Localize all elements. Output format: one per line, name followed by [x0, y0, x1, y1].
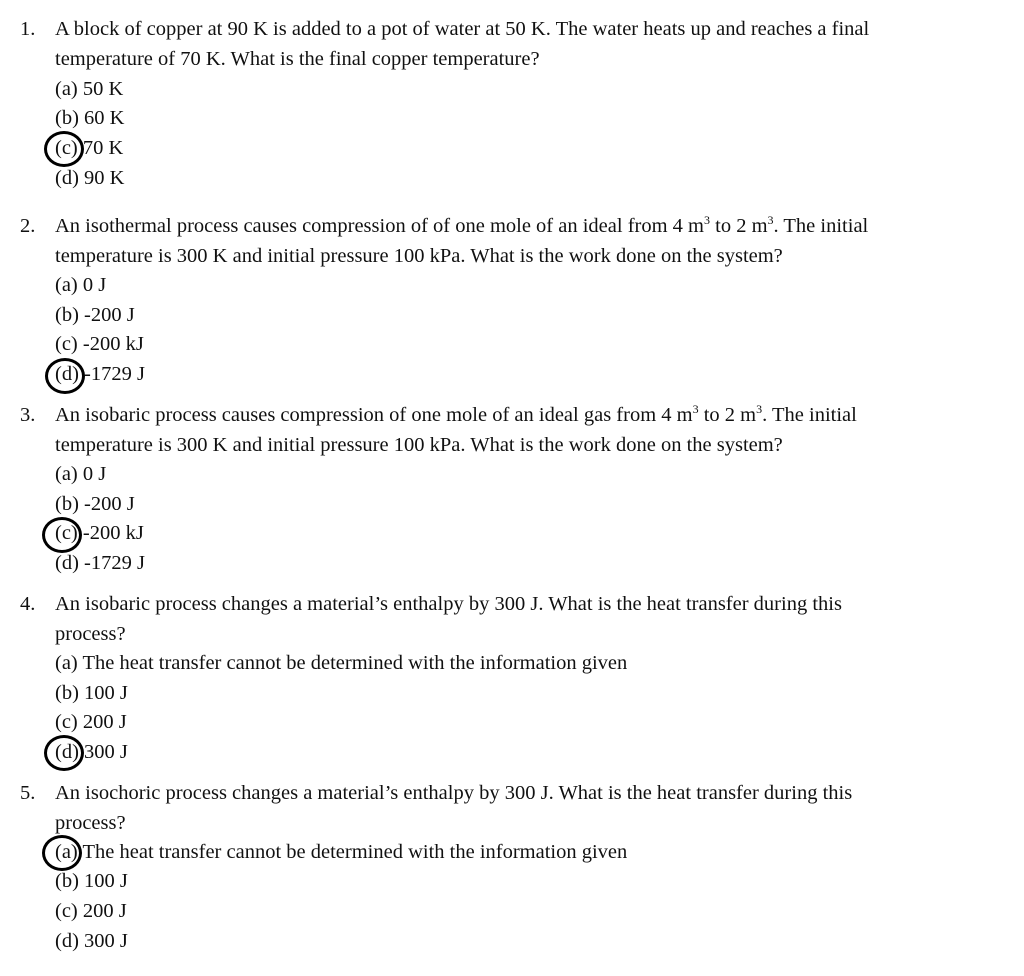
option-d: (d) 300 J [55, 741, 128, 763]
question-text-segment: . The initial [762, 404, 857, 426]
answer-circle-mark [44, 735, 84, 771]
option-c: (c) -200 kJ [55, 333, 144, 355]
option-b: (b) -200 J [55, 493, 135, 515]
answer-circle-mark [42, 517, 82, 553]
question-text-line-1: An isochoric process changes a material’s enthalpy by 300 J. What is the heat transfer during this [55, 782, 853, 804]
superscript: 3 [767, 213, 774, 227]
question-text-segment: to 2 m [710, 215, 768, 237]
question-text-segment: An isothermal process causes compression of of one mole of an ideal from 4 m [55, 215, 704, 237]
question-text-segment: An isobaric process causes compression of one mole of an ideal gas from 4 m [55, 404, 693, 426]
question-text-line-2: temperature is 300 K and initial pressure 100 kPa. What is the work done on the system? [55, 434, 783, 456]
superscript: 3 [756, 402, 763, 416]
answer-circle-mark [44, 131, 84, 167]
option-d: (d) -1729 J [55, 552, 145, 574]
option-a: (a) The heat transfer cannot be determined with the information given [55, 652, 628, 674]
question-text-line-1: An isobaric process changes a material’s enthalpy by 300 J. What is the heat transfer during this [55, 593, 842, 615]
option-b: (b) 100 J [55, 682, 128, 704]
question-text-line-1 [55, 404, 857, 427]
question-text-line-2: process? [55, 623, 126, 645]
question-text-line-2: temperature of 70 K. What is the final copper temperature? [55, 48, 540, 70]
option-a: (a) 50 K [55, 78, 124, 100]
question-text-segment: . The initial [773, 215, 869, 237]
option-b: (b) 100 J [55, 870, 128, 892]
option-c: (c) 70 K [55, 137, 124, 159]
question-number: 3. [20, 404, 36, 426]
option-b: (b) 60 K [55, 107, 125, 129]
option-a: (a) 0 J [55, 463, 107, 485]
option-d: (d) 300 J [55, 930, 128, 952]
option-c: (c) 200 J [55, 900, 127, 922]
answer-circle-mark [42, 835, 82, 871]
option-a: (a) 0 J [55, 274, 107, 296]
option-d: (d) 90 K [55, 167, 125, 189]
question-number: 5. [20, 782, 36, 804]
question-number: 2. [20, 215, 36, 237]
answer-circle-mark [45, 358, 85, 394]
superscript: 3 [704, 213, 710, 227]
option-d: (d) -1729 J [55, 363, 145, 385]
question-text-line-1: A block of copper at 90 K is added to a pot of water at 50 K. The water heats up and reaches a final [55, 18, 870, 40]
option-a: (a) The heat transfer cannot be determined with the information given [55, 841, 628, 863]
question-text-line-2: temperature is 300 K and initial pressure 100 kPa. What is the work done on the system? [55, 245, 783, 267]
question-text-line-2: process? [55, 812, 126, 834]
option-b: (b) -200 J [55, 304, 135, 326]
option-c: (c) -200 kJ [55, 522, 144, 544]
question-text-line-1 [55, 215, 868, 238]
question-number: 4. [20, 593, 36, 615]
question-text-segment: to 2 m [698, 404, 757, 426]
option-c: (c) 200 J [55, 711, 127, 733]
question-number: 1. [20, 18, 36, 40]
superscript: 3 [692, 402, 699, 416]
